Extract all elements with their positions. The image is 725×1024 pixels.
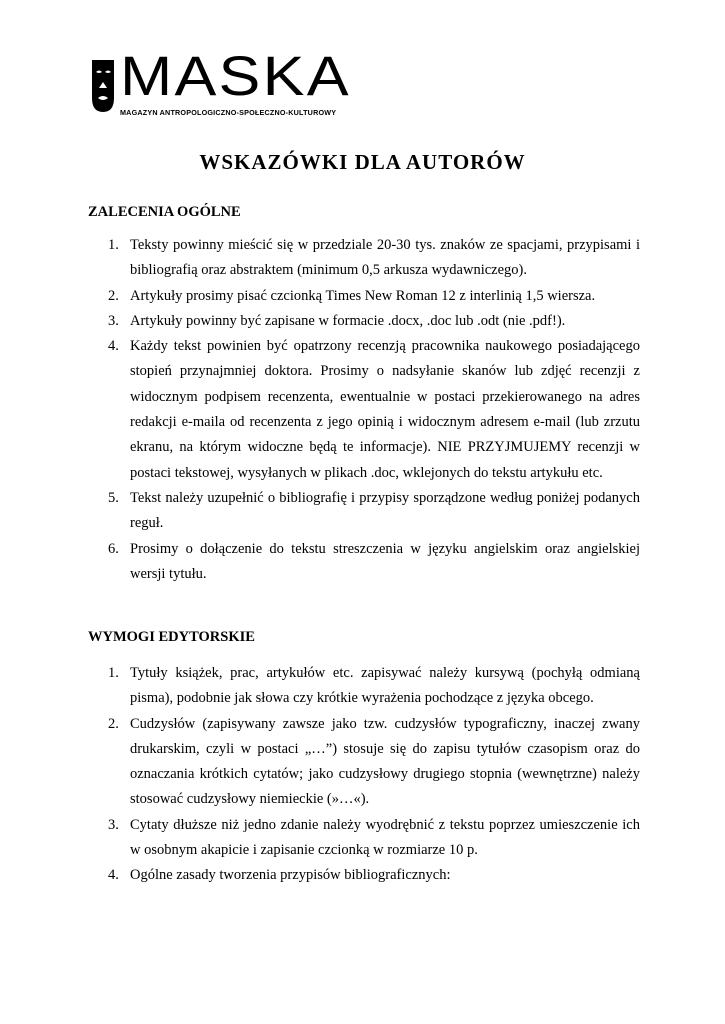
list-item <box>88 712 640 813</box>
list-item <box>88 486 640 537</box>
item-number: 3. <box>108 312 119 329</box>
item-number: 2. <box>108 715 119 732</box>
item-number: 1. <box>108 665 119 681</box>
general-recommendations-list <box>88 233 640 587</box>
list-item <box>88 863 640 888</box>
item-number: 4. <box>108 867 119 884</box>
list-item <box>88 537 640 588</box>
item-text: Prosimy o dołączenie do tekstu streszczenia w języku angielskim oraz angielskiej wersji tytułu. <box>130 540 640 582</box>
section-heading-editorial: WYMOGI EDYTORSKIE <box>88 629 255 645</box>
item-number: 1. <box>108 237 119 253</box>
magazine-logo <box>90 44 351 122</box>
theatre-mask-icon <box>90 58 116 114</box>
item-text: Cudzysłów (zapisywany zawsze jako tzw. cudzysłów typograficzny, inaczej zwany drukarskim, czyli w postaci „…”) stosuje się do zapisu tytułów czasopism oraz do oznaczania krótkich cytatów; jako cudzysłowy drugiego stopnia (wewnętrzne) należy stosować cudzysłowy niemieckie (»…«). <box>130 715 640 808</box>
item-number: 4. <box>108 338 119 355</box>
item-text: Teksty powinny mieścić się w przedziale 20-30 tys. znaków ze spacjami, przypisami i bibliografią oraz abstraktem (minimum 0,5 arkusza wydawniczego). <box>130 237 640 279</box>
list-item <box>88 233 640 284</box>
editorial-requirements-list <box>88 661 640 889</box>
list-item <box>88 284 640 309</box>
logo-subtitle: MAGAZYN ANTROPOLOGICZNO-SPOŁECZNO-KULTUROWY <box>120 108 337 117</box>
item-number: 3. <box>108 816 119 833</box>
item-text: Artykuły prosimy pisać czcionką Times New Roman 12 z interlinią 1,5 wiersza. <box>130 287 596 304</box>
item-text: Ogólne zasady tworzenia przypisów bibliograficznych: <box>130 867 451 884</box>
item-text: Tekst należy uzupełnić o bibliografię i przypisy sporządzone według poniżej podanych reguł. <box>130 489 640 532</box>
item-text: Cytaty dłuższe niż jedno zdanie należy wyodrębnić z tekstu poprzez umieszczenie ich w osobnym akapicie i zapisanie czcionką w rozmiarze 10 p. <box>130 816 640 859</box>
item-number: 5. <box>108 489 119 506</box>
list-item <box>88 309 640 334</box>
list-item <box>88 661 640 712</box>
page-title: WSKAZÓWKI DLA AUTORÓW <box>199 150 526 174</box>
item-text: Tytuły książek, prac, artykułów etc. zapisywać należy kursywą (pochyłą odmianą pisma), podobnie jak słowa czy krótkie wyrażenia pochodzące z języka obcego. <box>130 665 640 707</box>
list-item <box>88 334 640 486</box>
list-item <box>88 813 640 864</box>
section-heading-general: ZALECENIA OGÓLNE <box>88 204 241 220</box>
logo-wordmark: MASKA <box>120 44 351 107</box>
item-text: Artykuły powinny być zapisane w formacie .docx, .doc lub .odt (nie .pdf!). <box>130 312 566 329</box>
item-text: Każdy tekst powinien być opatrzony recenzją pracownika naukowego posiadającego stopień przynajmniej doktora. Prosimy o nadsyłanie skanów lub zdjęć recenzji z widocznym podpisem recenzenta, ewentualnie w postaci przekierowanego na adres redakcji e-maila od recenzenta z jego opinią i widocznym adresem e-mail (lub zrzutu ekranu, na którym widoczne będą te informacje). NIE PRZYJMUJEMY recenzji w postaci tekstowej, wysyłanych w plikach .doc, wklejonych do tekstu artykułu etc. <box>130 338 640 481</box>
item-number: 6. <box>108 540 119 557</box>
item-number: 2. <box>108 287 119 304</box>
